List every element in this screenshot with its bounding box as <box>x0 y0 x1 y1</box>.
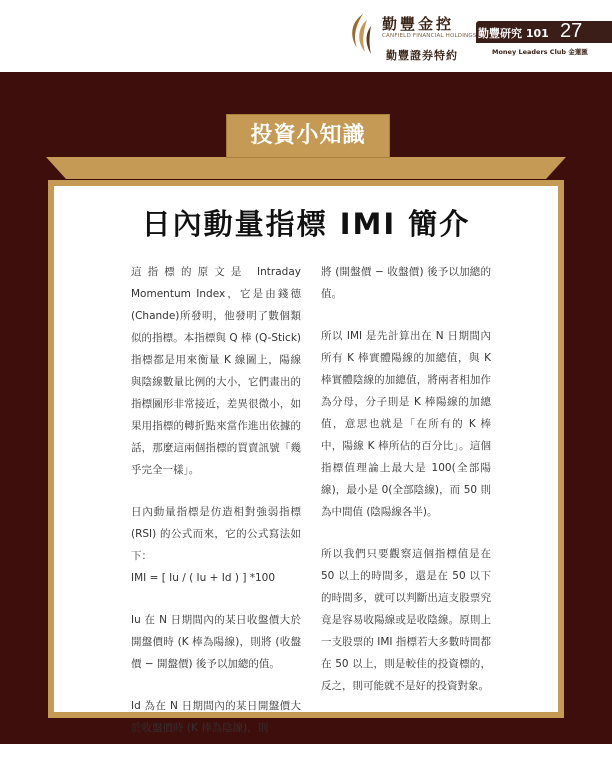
club-label: Money Leaders Club 金蓮匯 <box>492 48 588 56</box>
paragraph: 將 (開盤價 − 收盤價) 後予以加總的值。 <box>321 266 491 300</box>
page-header <box>0 0 612 72</box>
company-logo-icon <box>347 12 375 56</box>
banner-label: 投資小知識 <box>250 123 366 148</box>
article-column-left <box>131 261 301 739</box>
paragraph: Iu 在 N 日期間內的某日收盤價大於開盤價時 (K 棒為陽線)，則將 (收盤價 − 開盤價) 後予以加總的值。 <box>131 614 301 670</box>
formula: IMI = [ Iu / ( Iu + Id ) ] *100 <box>131 572 276 584</box>
banner-ribbon <box>46 157 566 179</box>
paragraph: Id 為在 N 日期間內的某日開盤價大於收盤價時 (K 棒為陰線)，則 <box>131 700 301 734</box>
brand-subtitle: 勤豐證券特約 <box>386 49 458 62</box>
paragraph: 日內動量指標是仿造相對強弱指標 (RSI) 的公式而來，它的公式寫法如下： <box>131 506 301 562</box>
page-number: 27 <box>560 20 583 42</box>
paragraph: 這指標的原文是 Intraday Momentum Index，它是由錢德(Chande)所發明，他發明了數個類似的指標。本指標與 Q 棒 (Q-Stick) 指標都是用來衡量 K 線圖上，陽線與陰線數量比例的大小，它們畫出的指標圖形非常接近，差異很微小，如果用指標的轉折點來當作進出依據的話，那麼這兩個指標的買賣訊號「幾乎完全一樣」。 <box>131 266 301 476</box>
section-banner <box>226 114 390 158</box>
section-label: 勤豐研究 101 <box>478 27 549 40</box>
brand-english-name: CANFIELD FINANCIAL HOLDINGS <box>382 33 477 39</box>
article-title: 日內動量指標 IMI 簡介 <box>141 207 471 241</box>
brand-name: 勤豐金控 <box>382 15 455 33</box>
paragraph: 所以 IMI 是先計算出在 N 日期間內所有 K 棒實體陽線的加總值，與 K 棒實體陰線的加總值，將兩者相加作為分母，分子則是 K 棒陽線的加總值，意思也就是「在所有的 K 棒中，陽線 K 棒所佔的百分比」。這個指標值理論上最大是 100(全部陽線)，最小是 0(全部陰線)，而 50 則為中間值 (陰陽線各半)。 <box>321 330 491 518</box>
page-footer <box>0 744 612 768</box>
article-column-right <box>321 261 491 697</box>
paragraph: 所以我們只要觀察這個指標值是在 50 以上的時間多，還是在 50 以下的時間多，就可以判斷出這支股票究竟是容易收陽線或是收陰線。原則上一支股票的 IMI 指標若大多數時間都在 50 以上，則是較佳的投資標的，反之，則可能就不是好的投資對象。 <box>321 548 491 692</box>
